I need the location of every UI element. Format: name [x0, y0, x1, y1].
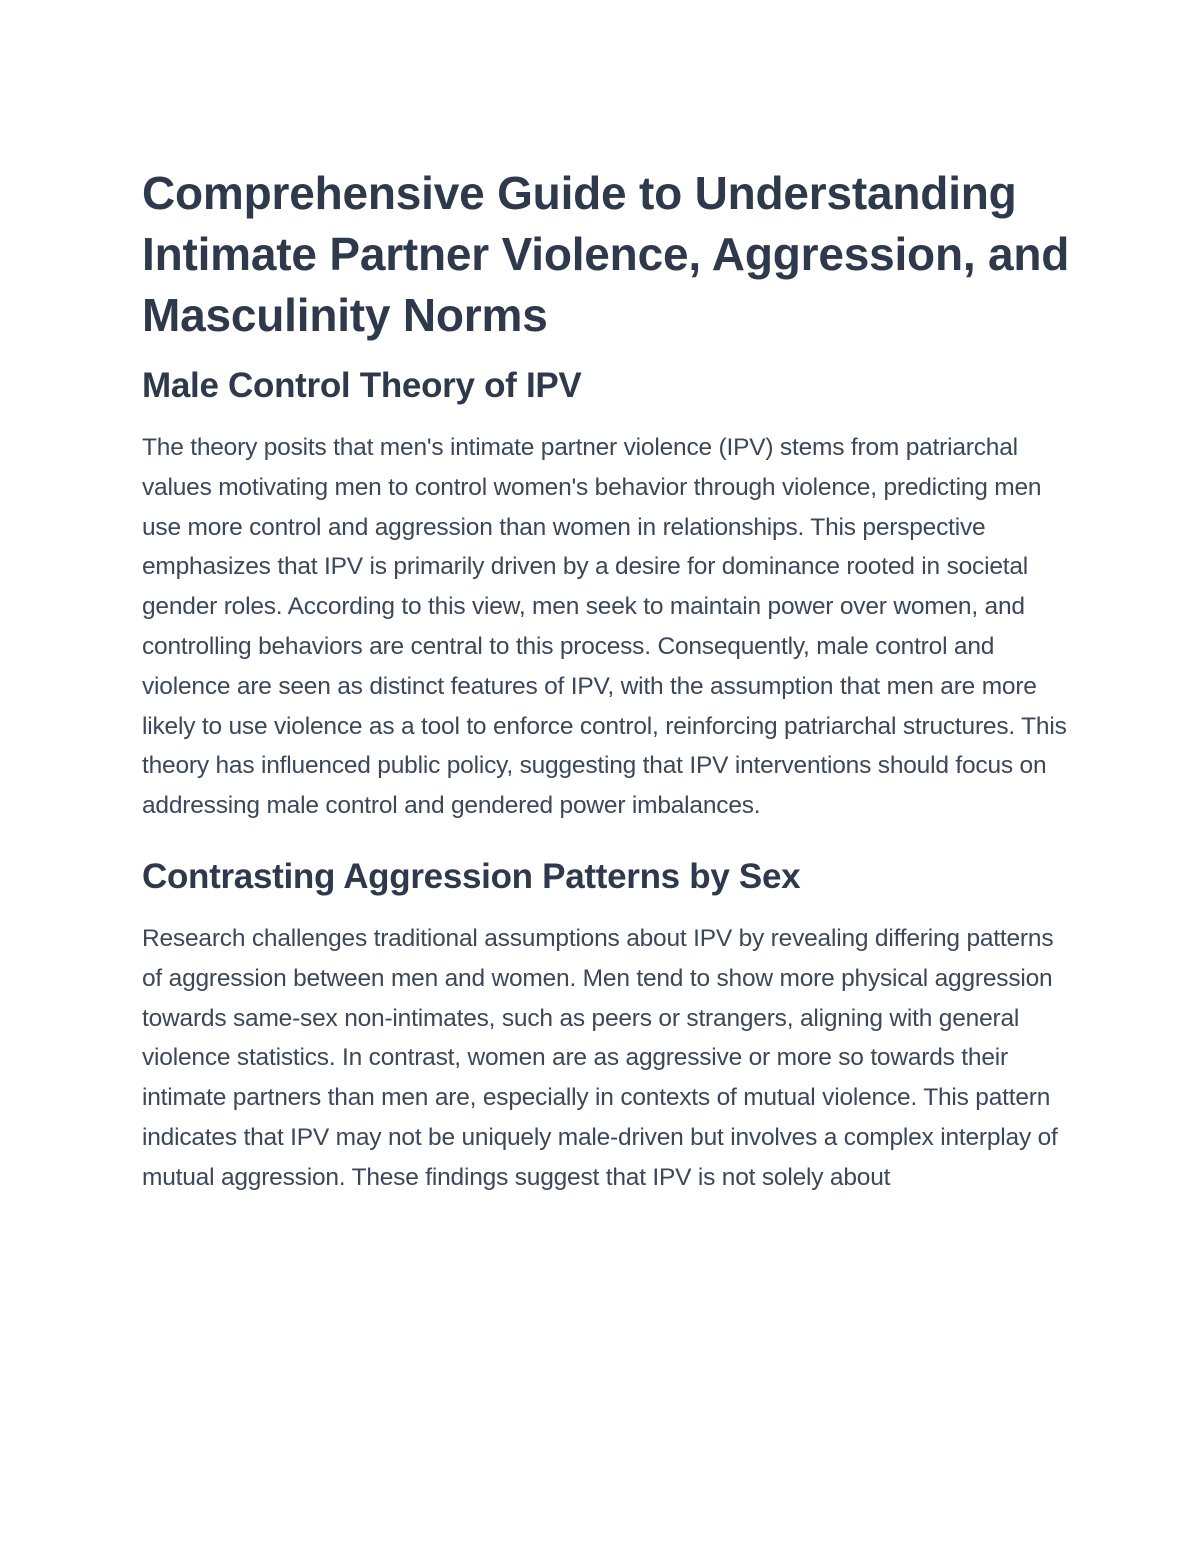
section-heading-aggression-patterns: Contrasting Aggression Patterns by Sex: [142, 856, 801, 896]
section-paragraph-male-control: The theory posits that men's intimate partner violence (IPV) stems from patriarchal values motivating men to control women's behavior through violence, predicting men use more control and aggression than women in relationships. This perspective emphasizes that IPV is primarily driven by a desire for dominance rooted in societal gender roles. According to this view, men seek to maintain power over women, and controlling behaviors are central to this process. Consequently, male control and violence are seen as distinct features of IPV, with the assumption that men are more likely to use violence as a tool to enforce control, reinforcing patriarchal structures. This theory has influenced public policy, suggesting that IPV interventions should focus on addressing male control and gendered power imbalances.: [142, 434, 1067, 820]
document-content: [142, 163, 1072, 1198]
document-title: Comprehensive Guide to Understanding Intimate Partner Violence, Aggression, and Masculinity Norms: [142, 167, 1070, 341]
section-heading-male-control: Male Control Theory of IPV: [142, 366, 582, 405]
section-paragraph-aggression-patterns: Research challenges traditional assumptions about IPV by revealing differing patterns of aggression between men and women. Men tend to show more physical aggression towards same-sex non-intimates, such as peers or strangers, aligning with general violence statistics. In contrast, women are as aggressive or more so towards their intimate partners than men are, especially in contexts of mutual violence. This pattern indicates that IPV may not be uniquely male-driven but involves a complex interplay of mutual aggression. These findings suggest that IPV is not solely about: [142, 924, 1058, 1191]
